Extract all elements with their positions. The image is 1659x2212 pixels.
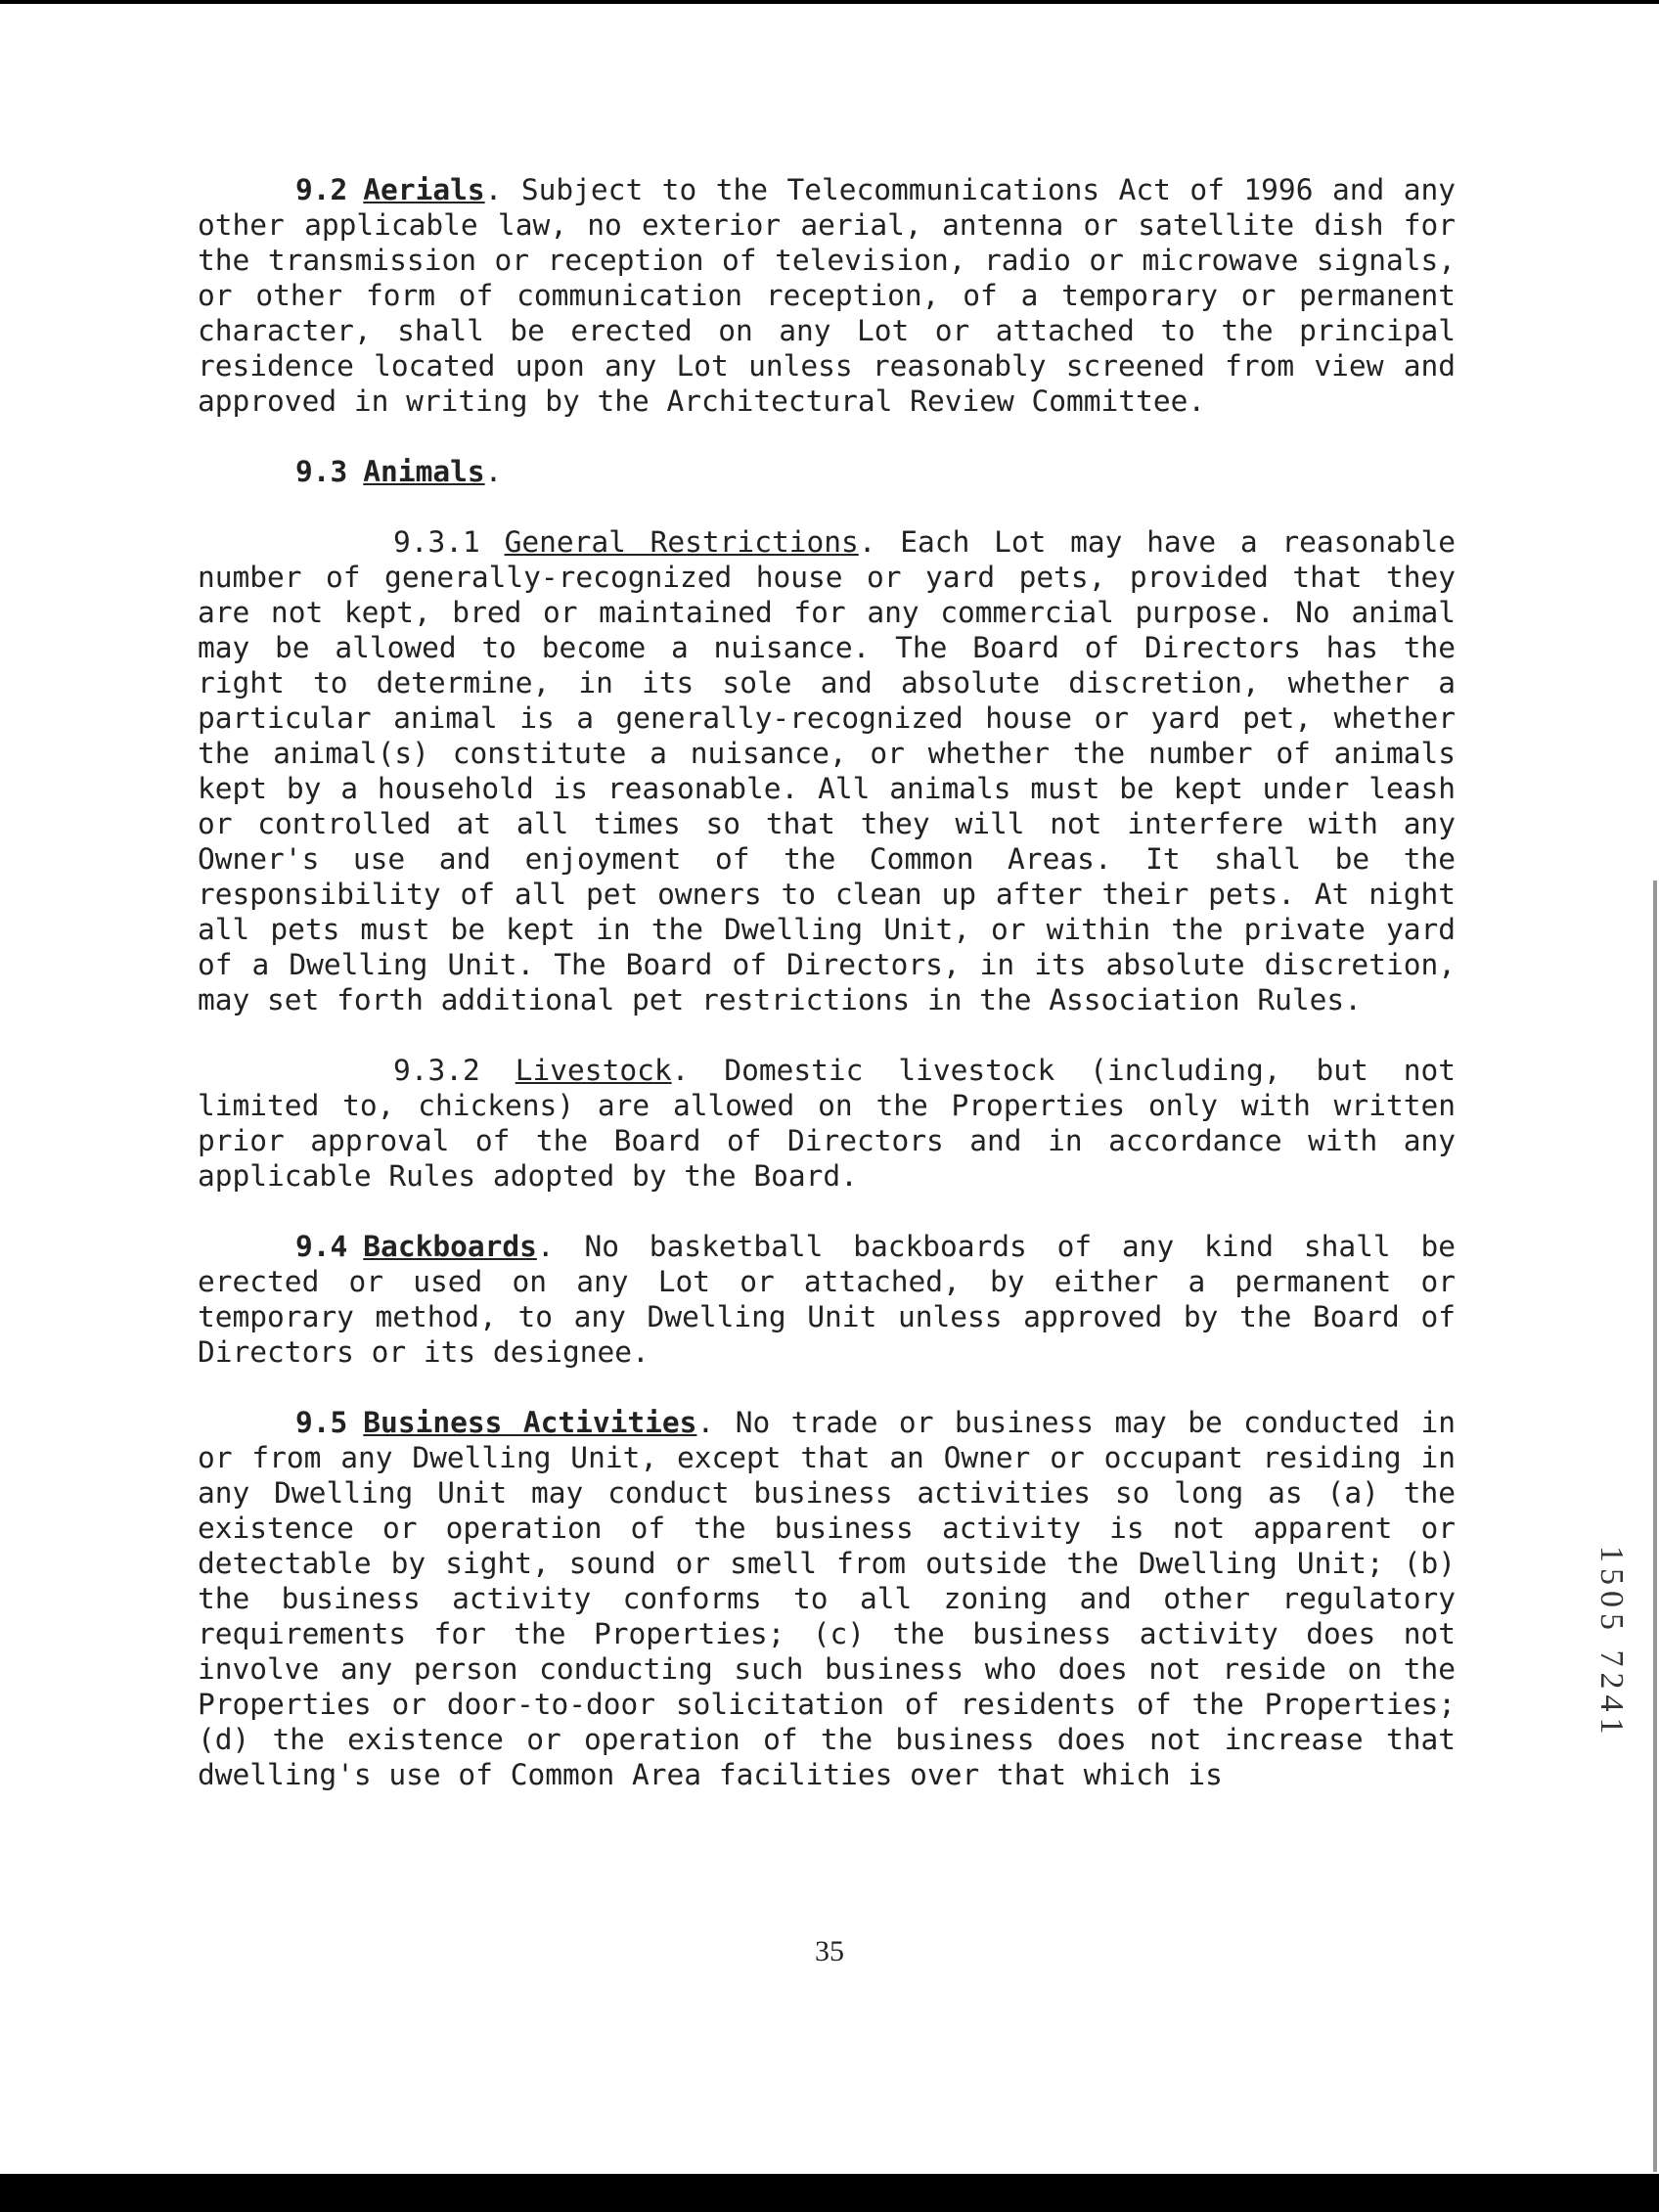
section-9-4: 9.4 Backboards. No basketball backboards of any kind shall be erected or used on any Lot or attached, by either a permanent or temporary method, to any Dwelling Unit unless approved by the Board of Directors or its designee. (198, 1230, 1456, 1369)
section-text: Subject to the Telecommunications Act of 1996 and any other applicable law, no exterior aerial, antenna or satellite dish for the transmission or reception of television, radio or microwave signals, or other form of communication reception, of a temporary or permanent character, shall be erected on any Lot or attached to the principal residence located upon any Lot unless reasonably screened from view and approved in writing by the Architectural Review Committee. (198, 173, 1456, 418)
section-heading: Backboards (363, 1230, 537, 1263)
section-number: 9.3.1 (393, 525, 480, 559)
section-heading: Aerials (363, 173, 485, 206)
section-number: 9.3.2 (393, 1054, 480, 1087)
scan-right-edge (1653, 880, 1657, 2172)
section-number: 9.2 (295, 173, 348, 206)
section-heading: General Restrictions (504, 525, 859, 559)
section-9-5: 9.5 Business Activities. No trade or business may be conducted in or from any Dwelling Unit, except that an Owner or occupant residing in any Dwelling Unit may conduct business activities so long as (a) the existence or operation of the business activity is not apparent or detectable by sight, sound or smell from outside the Dwelling Unit; (b) the business activity conforms to all zoning and other regulatory requirements for the Properties; (c) the business activity does not involve any person conducting such business who does not reside on the Properties or door-to-door solicitation of residents of the Properties; (d) the existence or operation of the business does not increase that dwelling's use of Common Area facilities over that which is (198, 1406, 1457, 1791)
section-number: 9.4 (295, 1230, 348, 1263)
section-number: 9.3 (295, 455, 348, 488)
section-heading: Business Activities (363, 1406, 697, 1439)
section-text: Each Lot may have a reasonable number of generally-recognized house or yard pets, provided that they are not kept, bred or maintained for any commercial purpose. No animal may be allowed to become a nuisance. The Board of Directors has the right to determine, in its sole and absolute discretion, whether a particular animal is a generally-recognized house or yard pet, whether the animal(s) constitute a nuisance, or whether the number of animals kept by a household is reasonable. All animals must be kept under leash or controlled at all times so that they will not interfere with any Owner's use and enjoyment of the Common Areas. It shall be the responsibility of all pet owners to clean up after their pets. At night all pets must be kept in the Dwelling Unit, or within the private yard of a Dwelling Unit. The Board of Directors, in its absolute discretion, may set forth additional pet restrictions in the Association Rules. (198, 525, 1456, 1016)
section-number: 9.5 (295, 1406, 348, 1439)
section-text: No trade or business may be conducted in or from any Dwelling Unit, except that an Owner or occupant residing in any Dwelling Unit may conduct business activities so long as (a) the existence or operation of the business activity is not apparent or detectable by sight, sound or smell from outside the Dwelling Unit; (b) the business activity conforms to all zoning and other regulatory requirements for the Properties; (c) the business activity does not involve any person conducting such business who does not reside on the Properties or door-to-door solicitation of residents of the Properties; (d) the existence or operation of the business does not increase that dwelling's use of Common Area facilities over that which is (198, 1406, 1457, 1791)
margin-recording-stamp: 1505 7241 (1593, 1546, 1630, 1740)
scan-bottom-border (0, 2174, 1659, 2212)
page-number: 35 (815, 1935, 844, 1967)
scan-top-border (0, 0, 1659, 4)
section-9-3: 9.3 Animals. (295, 455, 503, 488)
section-9-3-1: 9.3.1 General Restrictions. Each Lot may have a reasonable number of generally-recognized house or yard pets, provided that they are not kept, bred or maintained for any commercial purpose. No animal may be allowed to become a nuisance. The Board of Directors has the right to determine, in its sole and absolute discretion, whether a particular animal is a generally-recognized house or yard pet, whether the animal(s) constitute a nuisance, or whether the number of animals kept by a household is reasonable. All animals must be kept under leash or controlled at all times so that they will not interfere with any Owner's use and enjoyment of the Common Areas. It shall be the responsibility of all pet owners to clean up after their pets. At night all pets must be kept in the Dwelling Unit, or within the private yard of a Dwelling Unit. The Board of Directors, in its absolute discretion, may set forth additional pet restrictions in the Association Rules. (198, 525, 1456, 1016)
section-text: Domestic livestock (including, but not limited to, chickens) are allowed on the Properties only with written prior approval of the Board of Directors and in accordance with any applicable Rules adopted by the Board. (198, 1054, 1456, 1193)
section-heading: Livestock (515, 1054, 672, 1087)
document-body (198, 172, 1456, 1828)
section-9-2: 9.2 Aerials. Subject to the Telecommunications Act of 1996 and any other applicable law, no exterior aerial, antenna or satellite dish for the transmission or reception of television, radio or microwave signals, or other form of communication reception, of a temporary or permanent character, shall be erected on any Lot or attached to the principal residence located upon any Lot unless reasonably screened from view and approved in writing by the Architectural Review Committee. (198, 173, 1456, 418)
section-9-3-2: 9.3.2 Livestock. Domestic livestock (including, but not limited to, chickens) are allowed on the Properties only with written prior approval of the Board of Directors and in accordance with any applicable Rules adopted by the Board. (198, 1054, 1456, 1193)
section-text: No basketball backboards of any kind shall be erected or used on any Lot or attached, by either a permanent or temporary method, to any Dwelling Unit unless approved by the Board of Directors or its designee. (198, 1230, 1456, 1369)
section-heading: Animals (363, 455, 485, 488)
